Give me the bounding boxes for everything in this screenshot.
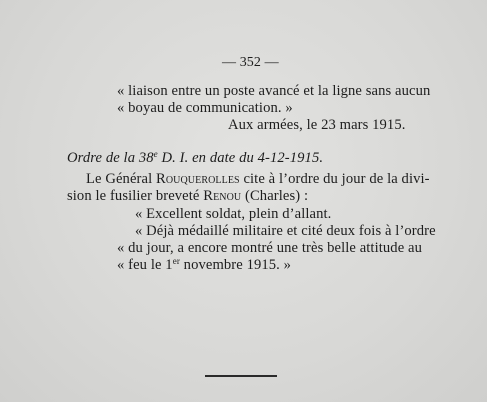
citation-line-1-part-2: cite à l’ordre du jour de la divi- xyxy=(239,171,430,187)
page-number: — 352 — xyxy=(222,55,279,70)
citation-quote-line-4-part-1: « feu le 1 xyxy=(117,257,173,273)
order-heading-suffix: D. I. en date du 4-12-1915. xyxy=(157,150,324,166)
quote-line-1: « liaison entre un poste avancé et la ligne sans aucun xyxy=(117,83,431,99)
quote-line-2: « boyau de communication. » xyxy=(117,100,293,116)
citation-quote-line-2: « Déjà médaillé militaire et cité deux fois à l’ordre xyxy=(135,223,436,239)
soldier-name: Renou xyxy=(203,188,242,204)
citation-line-2 xyxy=(67,188,308,205)
end-rule xyxy=(205,375,277,377)
order-heading-prefix: Ordre de la 38 xyxy=(67,150,154,166)
citation-line-2-part-1: sion le fusilier breveté xyxy=(67,188,204,204)
order-heading xyxy=(67,150,323,167)
general-name: Rouquerolles xyxy=(155,171,240,187)
citation-quote-line-3: « du jour, a encore montré une très belle attitude au xyxy=(117,240,422,256)
signature-line: Aux armées, le 23 mars 1915. xyxy=(228,117,406,133)
citation-line-1-part-1: Le Général xyxy=(86,171,156,187)
citation-quote-line-4 xyxy=(117,257,291,274)
citation-line-2-part-2: (Charles) : xyxy=(241,188,309,204)
citation-quote-line-4-part-2: novembre 1915. » xyxy=(179,257,292,273)
citation-line-1 xyxy=(86,171,430,188)
citation-quote-line-1: « Excellent soldat, plein d’allant. xyxy=(135,206,332,222)
order-heading-sup: e xyxy=(153,149,158,159)
citation-quote-line-4-sup: er xyxy=(172,256,180,266)
